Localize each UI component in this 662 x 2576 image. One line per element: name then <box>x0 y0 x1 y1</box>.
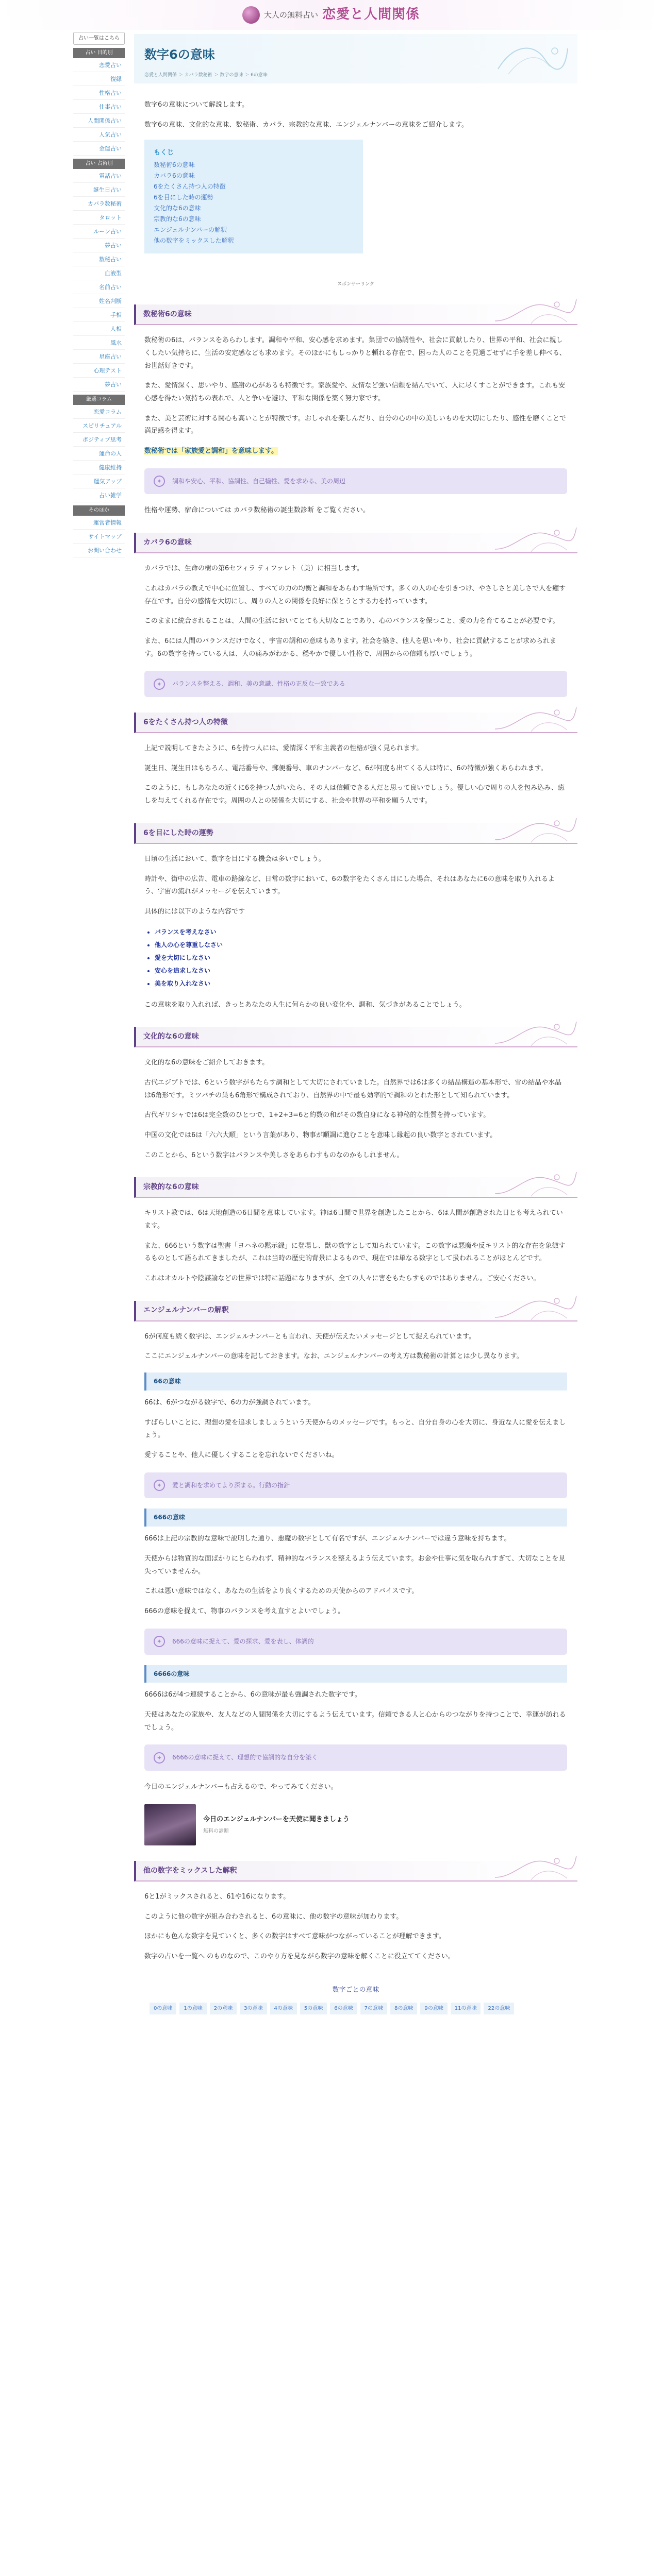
paragraph: 666は上記の宗教的な意味で説明した通り、悪魔の数字として有名ですが、エンジェルナンバーでは違う意味を持ちます。 <box>144 1535 511 1543</box>
toc-item[interactable]: 6を目にした時の運勢 <box>154 194 213 201</box>
heading-flourish-icon <box>495 703 577 733</box>
paragraph: 時計や、街中の広告、電車の路線など、日常の数字において、6の数字をたくさん目にした場合、それはあなたに6の意味を取り入れるよう、宇宙の流れがメッセージを伝えています。 <box>144 875 555 896</box>
paragraph: 古代エジプトでは、6という数字がもたらす調和として大切にされていました。自然界では6は多くの結晶構造の基本形で、雪の結晶や水晶は6角形です。ミツバチの巣も6角形で構成されており、自然界の中で最も効率的で調和のとれた形として知られています。 <box>144 1078 562 1099</box>
bullet-list <box>155 926 567 991</box>
sidebar-link[interactable]: 占い雑学 <box>73 488 125 502</box>
sidebar-group-heading: そのほか <box>73 505 125 516</box>
paragraph: また、6には人間のバランスだけでなく、宇宙の調和の意味もあります。社会を築き、他人を思いやり、社会に貢献することが求められます。6の数字を持っている人は、人の痛みがわかる、穏やかで優しい性格で、周囲からの信頼も厚いでしょう。 <box>144 637 557 658</box>
heading-flourish-icon <box>495 1018 577 1047</box>
section-heading-text: 数秘術6の意味 <box>143 310 192 318</box>
paragraph: また、666という数字は聖書「ヨハネの黙示録」に登場し、獣の数字として知られています。この数字は悪魔や反キリスト的な存在を象徴するものとして語られてきましたが、これは当時の歴史的背景によるもので、現在では単なる数字として扱われることがほとんどです。 <box>144 1242 566 1263</box>
section-heading-text: 文化的な6の意味 <box>143 1032 199 1041</box>
section-body <box>134 563 577 697</box>
sidebar-link[interactable]: 星座占い <box>73 350 125 364</box>
related-tag[interactable]: 22の意味 <box>484 2003 514 2014</box>
paragraph: 具体的には以下のような内容です <box>144 907 245 916</box>
note-box <box>144 1472 567 1499</box>
sidebar-link[interactable]: 復縁 <box>73 72 125 86</box>
breadcrumb[interactable]: 恋愛と人間関係 ＞ カバラ数秘術 ＞ 数字の意味 ＞ 6の意味 <box>144 72 268 78</box>
paragraph: このことから、6という数字はバランスや美しさをあらわすものなのかもしれません。 <box>144 1151 404 1159</box>
section-heading-text: エンジェルナンバーの解釈 <box>143 1306 229 1315</box>
note-box <box>144 671 567 697</box>
sidebar-link[interactable]: 人気占い <box>73 128 125 142</box>
sidebar-link[interactable]: ポジティブ思考 <box>73 433 125 447</box>
title-band <box>134 34 577 83</box>
sidebar-link[interactable]: 電話占い <box>73 169 125 183</box>
section-heading <box>134 1177 577 1198</box>
section-body <box>134 1057 577 1162</box>
note-box <box>144 1744 567 1771</box>
related-tag[interactable]: 3の意味 <box>240 2003 267 2014</box>
sidebar-link[interactable]: 人間関係占い <box>73 114 125 128</box>
paragraph: カバラでは、生命の樹の第6セフィラ ティファレト（美）に相当します。 <box>144 565 364 573</box>
section-heading <box>134 1301 577 1321</box>
page-wrap <box>73 30 589 2035</box>
heading-flourish-icon <box>495 1168 577 1198</box>
toc-item[interactable]: 他の数字をミックスした解釈 <box>154 237 234 245</box>
sidebar-link[interactable]: 運営者情報 <box>73 516 125 530</box>
sidebar-link[interactable]: 夢占い <box>73 378 125 392</box>
sidebar <box>73 30 125 557</box>
section-heading-text: カバラ6の意味 <box>143 538 192 547</box>
logo-small-text: 大人の無料占い <box>263 10 318 20</box>
sidebar-group-heading: 占い 目的別 <box>73 48 125 58</box>
paragraph: このように、もしあなたの近くに6を持つ人がいたら、その人は信頼できる人だと思って良いでしょう。優しい心で周りの人を包み込み、癒しを与えてくれる存在です。周囲の人との関係を大切にする、社会や世界の平和を願う人です。 <box>144 784 565 805</box>
paragraph: ここにエンジェルナンバーの意味を記しておきます。なお、エンジェルナンバーの考え方は数秘術の計算とは少し異なります。 <box>144 1352 523 1361</box>
intro-paragraph: 数字6の意味について解説します。 <box>144 101 249 109</box>
paragraph: 中国の文化では6は「六六大順」という言葉があり、物事が順調に進むことを意味し縁起の良い数字とされています。 <box>144 1131 497 1139</box>
related-tag[interactable]: 8の意味 <box>390 2003 417 2014</box>
section-body <box>134 1331 577 1845</box>
lightbulb-icon: ✦ <box>154 1752 165 1764</box>
sidebar-link[interactable]: 血液型 <box>73 266 125 280</box>
paragraph: 今日のエンジェルナンバーも占えるので、やってみてください。 <box>144 1783 338 1791</box>
paragraph: ほかにも色んな数字を見ていくと、多くの数字はすべて意味がつながっていることが理解できます。 <box>144 1933 445 1941</box>
paragraph: 数秘術の6は、バランスをあらわします。調和や平和、安心感を求めます。集団での協調性や、社会に貢献したり、世界の平和、社会に親しくしたい気持ちに、生活の安定感なども求めます。そのほかにもしっかりと頼れる存在で、困った人のことを見過ごせずに手を差し伸べる、お世話好きです。 <box>144 336 566 370</box>
section-heading <box>134 1027 577 1047</box>
sidebar-link[interactable]: サイトマップ <box>73 530 125 544</box>
section-body <box>134 742 577 808</box>
highlight-paragraph <box>144 445 567 458</box>
paragraph: このように他の数字が組み合わされると、6の意味に、他の数字の意味が加わります。 <box>144 1912 403 1921</box>
section-heading <box>134 533 577 553</box>
heading-flourish-icon <box>495 523 577 553</box>
sidebar-link[interactable]: 風水 <box>73 336 125 350</box>
toc-item[interactable]: 宗教的な6の意味 <box>154 215 201 223</box>
lightbulb-icon: ✦ <box>154 679 165 690</box>
decorative-swirl-icon <box>493 38 570 79</box>
lightbulb-icon: ✦ <box>154 1480 165 1491</box>
paragraph: 天使からは物質的な面ばかりにとらわれず、精神的なバランスを整えるよう伝えています。お金や仕事に気を取られすぎて、大切なことを見失っていませんか。 <box>144 1554 566 1575</box>
subsection-heading: 66の意味 <box>144 1372 567 1391</box>
paragraph: 666の意味を捉えて、物事のバランスを考え直すとよいでしょう。 <box>144 1607 345 1616</box>
card-subtitle: 無料の診断 <box>203 1828 229 1834</box>
sidebar-link[interactable]: 姓名判断 <box>73 294 125 308</box>
sidebar-link[interactable]: 人相 <box>73 322 125 336</box>
sidebar-link[interactable]: 手相 <box>73 308 125 322</box>
related-tag[interactable]: 9の意味 <box>420 2003 447 2014</box>
section-heading-text: 他の数字をミックスした解釈 <box>143 1866 237 1875</box>
sidebar-link[interactable]: 恋愛占い <box>73 58 125 72</box>
site-header <box>0 0 662 30</box>
sidebar-link[interactable]: 心理テスト <box>73 364 125 378</box>
paragraph: また、美と芸術に対する関心も高いことが特徴です。おしゃれを楽しんだり、自分の心の中の美しいものを大切にしたり、感性を磨くことで満足感を得ます。 <box>144 414 566 435</box>
list-item: • 美を取り入れなさい <box>155 977 567 990</box>
paragraph: このままに統合されることは、人間の生活においてとても大切なことであり、心のバランスを保つこと、愛の力を育てることが必要です。 <box>144 617 559 625</box>
note-text: 調和や安心、平和、協調性、自己犠牲、愛を求める、美の周辺 <box>172 477 346 485</box>
sidebar-link[interactable]: 仕事占い <box>73 100 125 114</box>
related-tag-list <box>134 2003 577 2014</box>
section-body <box>134 853 577 1011</box>
section-body <box>134 1207 577 1285</box>
sidebar-link[interactable]: 恋愛コラム <box>73 405 125 419</box>
paragraph: 日頃の生活において、数字を目にする機会は多いでしょう。 <box>144 855 325 863</box>
sidebar-link[interactable]: 性格占い <box>73 86 125 100</box>
paragraph: これは悪い意味ではなく、あなたの生活をより良くするための天使からのアドバイスです。 <box>144 1587 419 1596</box>
heading-flourish-icon <box>495 1292 577 1321</box>
highlight-text: 数秘術では「家族愛と調和」を意味します。 <box>144 447 278 455</box>
note-box <box>144 1629 567 1655</box>
angel-thumbnail <box>144 1804 196 1845</box>
sidebar-link[interactable]: 誕生日占い <box>73 183 125 197</box>
related-tag[interactable]: 6の意味 <box>330 2003 357 2014</box>
toc-item[interactable]: エンジェルナンバーの解釈 <box>154 226 227 234</box>
note-text: 愛と調和を求めてより深まる。行動の指針 <box>172 1481 290 1489</box>
sidebar-link[interactable]: タロット <box>73 211 125 225</box>
paragraph: 天使はあなたの家族や、友人などの人間関係を大切にするよう伝えています。信頼できる人と心からのつながりを持つことで、幸運が訪れるでしょう。 <box>144 1710 566 1732</box>
main-content <box>134 30 577 2035</box>
sidebar-link[interactable]: スピリチュアル <box>73 419 125 433</box>
heading-flourish-icon <box>495 295 577 325</box>
sidebar-group-heading: 厳選コラム <box>73 395 125 405</box>
note-text: 6666の意味に捉えて、理想的で協調的な自分を築く <box>172 1754 318 1761</box>
sidebar-link[interactable]: カバラ数秘術 <box>73 197 125 211</box>
related-tag[interactable]: 7の意味 <box>360 2003 387 2014</box>
intro-paragraph: 数字6の意味、文化的な意味、数秘術、カバラ、宗教的な意味、エンジェルナンバーの意味をご紹介します。 <box>144 121 469 129</box>
sidebar-link[interactable]: 運気アップ <box>73 474 125 488</box>
paragraph: 性格や運勢、宿命については カバラ数秘術の誕生数診断 をご覧ください。 <box>144 506 370 515</box>
section-heading <box>134 1861 577 1882</box>
related-tag[interactable]: 0の意味 <box>150 2003 176 2014</box>
section-heading <box>134 304 577 325</box>
note-box <box>144 468 567 495</box>
sidebar-link[interactable]: 金運占い <box>73 142 125 156</box>
section-heading <box>134 713 577 733</box>
paragraph: 上記で説明してきたように、6を持つ人には、愛情深く平和主義者の性格が強く見られます。 <box>144 744 423 753</box>
sidebar-link[interactable]: ルーン占い <box>73 225 125 239</box>
lightbulb-icon: ✦ <box>154 476 165 487</box>
related-tag[interactable]: 1の意味 <box>179 2003 206 2014</box>
paragraph: キリスト教では、6は天地創造の6日間を意味しています。神は6日間で世界を創造したことから、6は人間が創造された日とも考えられています。 <box>144 1209 563 1230</box>
toc-item[interactable]: 文化的な6の意味 <box>154 205 201 212</box>
lightbulb-icon: ✦ <box>154 1636 165 1647</box>
sidebar-search-button[interactable]: 占い一覧はこちら <box>73 32 125 45</box>
heading-flourish-icon <box>495 814 577 844</box>
related-tag[interactable]: 4の意味 <box>270 2003 297 2014</box>
sponsor-label: スポンサーリンク <box>337 282 374 287</box>
section-heading-text: 6を目にした時の運勢 <box>143 828 213 837</box>
toc-title: もくじ <box>154 149 174 157</box>
subsection-heading: 6666の意味 <box>144 1665 567 1683</box>
paragraph: 6666は6が4つ連続することから、6の意味が最も強調された数字です。 <box>144 1691 361 1699</box>
paragraph: 文化的な6の意味をご紹介しておきます。 <box>144 1059 269 1067</box>
sidebar-link[interactable]: 夢占い <box>73 239 125 252</box>
sidebar-link[interactable]: 運命の人 <box>73 447 125 461</box>
related-tag[interactable]: 2の意味 <box>210 2003 237 2014</box>
logo-mark-icon <box>242 6 260 24</box>
section-heading-text: 6をたくさん持つ人の特徴 <box>143 718 228 726</box>
article-sections <box>134 304 577 1963</box>
sidebar-link[interactable]: 数秘占い <box>73 252 125 266</box>
note-text: バランスを整える、調和、美の意識、性格の正反な一致である <box>172 680 345 688</box>
section-heading-text: 宗教的な6の意味 <box>143 1183 199 1192</box>
sidebar-link[interactable]: 健康維持 <box>73 461 125 474</box>
list-item: • 愛を大切にしなさい <box>155 952 567 964</box>
section-body <box>134 334 577 517</box>
paragraph: これはカバラの教えで中心に位置し、すべての力の均衡と調和をあらわす場所です。多くの人の心を引きつけ、やさしさと美しさで人を癒す存在です。自分の感情を大切にし、周りの人との関係を良好に保とうとする力を持っています。 <box>144 584 566 605</box>
paragraph: また、愛情深く、思いやり、感謝の心があるも特徴です。家族愛や、友情など強い信頼を結んでいて、人に尽くすことができます。これも安心感を得たい気持ちの表れで、人と争いを避け、平和な関係を築く努力家です。 <box>144 382 566 402</box>
toc-item[interactable]: 6をたくさん持つ人の特徴 <box>154 183 226 191</box>
paragraph: この意味を取り入れれば、きっとあなたの人生に何らかの良い変化や、調和、気づきがあることでしょう。 <box>144 1001 466 1009</box>
list-item: • 他人の心を尊重しなさい <box>155 939 567 952</box>
card-text <box>203 1814 350 1836</box>
table-of-contents <box>144 140 363 253</box>
section-heading <box>134 823 577 844</box>
paragraph: 数字の占いを一覧へ のものなので、このやり方を見ながら数字の意味を解くことに役立ててください。 <box>144 1952 455 1960</box>
list-item: • バランスを考えなさい <box>155 926 567 939</box>
heading-flourish-icon <box>495 1852 577 1882</box>
angel-number-link-card[interactable] <box>144 1804 567 1845</box>
paragraph: 古代ギリシャでは6は完全数のひとつで、1+2+3=6と約数の和がその数自身になる神秘的な性質を持っています。 <box>144 1111 490 1120</box>
related-tag[interactable]: 11の意味 <box>451 2003 481 2014</box>
paragraph: 66は、6がつながる数字で、6の力が強調されています。 <box>144 1398 315 1406</box>
toc-item[interactable]: カバラ6の意味 <box>154 172 195 180</box>
list-item: • 安心を追求しなさい <box>155 964 567 977</box>
paragraph: 誕生日、誕生日はもちろん、電話番号や、郵便番号、車のナンバーなど、6が何度も出てくる人は特に、6の特徴が強くあらわれます。 <box>144 764 548 772</box>
related-tag[interactable]: 5の意味 <box>300 2003 327 2014</box>
subsection-heading: 666の意味 <box>144 1509 567 1527</box>
note-text: 666の意味に捉えて、愛の探求、愛を表し、体調的 <box>172 1637 314 1645</box>
toc-item[interactable]: 数秘術6の意味 <box>154 161 195 169</box>
page-title: 数字6の意味 <box>144 47 215 62</box>
paragraph: すばらしいことに、理想の愛を追求しましょうという天使からのメッセージです。もっと、自分自身の心を大切に、身近な人に愛を伝えましょう。 <box>144 1418 566 1439</box>
related-heading: 数字ごとの意味 <box>332 1986 379 1994</box>
paragraph: 愛することや、他人に優しくすることを忘れないでくださいね。 <box>144 1451 339 1459</box>
logo-big-text: 恋愛と人間関係 <box>322 7 420 23</box>
paragraph: これはオカルトや陰謀論などの世界では特に話題になりますが、全ての人々に害をもたらすものではありません。ご安心ください。 <box>144 1275 540 1283</box>
sidebar-link[interactable]: お問い合わせ <box>73 544 125 557</box>
card-title: 今日のエンジェルナンバーを天使に聞きましょう <box>203 1816 350 1823</box>
paragraph: 6が何度も続く数字は、エンジェルナンバーとも言われ、天使が伝えたいメッセージとして捉えられています。 <box>144 1332 476 1341</box>
site-logo[interactable] <box>242 2 420 27</box>
paragraph: 6と1がミックスされると、61や16になります。 <box>144 1892 290 1901</box>
sidebar-link[interactable]: 名前占い <box>73 280 125 294</box>
section-body <box>134 1891 577 1963</box>
intro <box>134 99 577 289</box>
sidebar-group-heading: 占い 占術別 <box>73 159 125 169</box>
